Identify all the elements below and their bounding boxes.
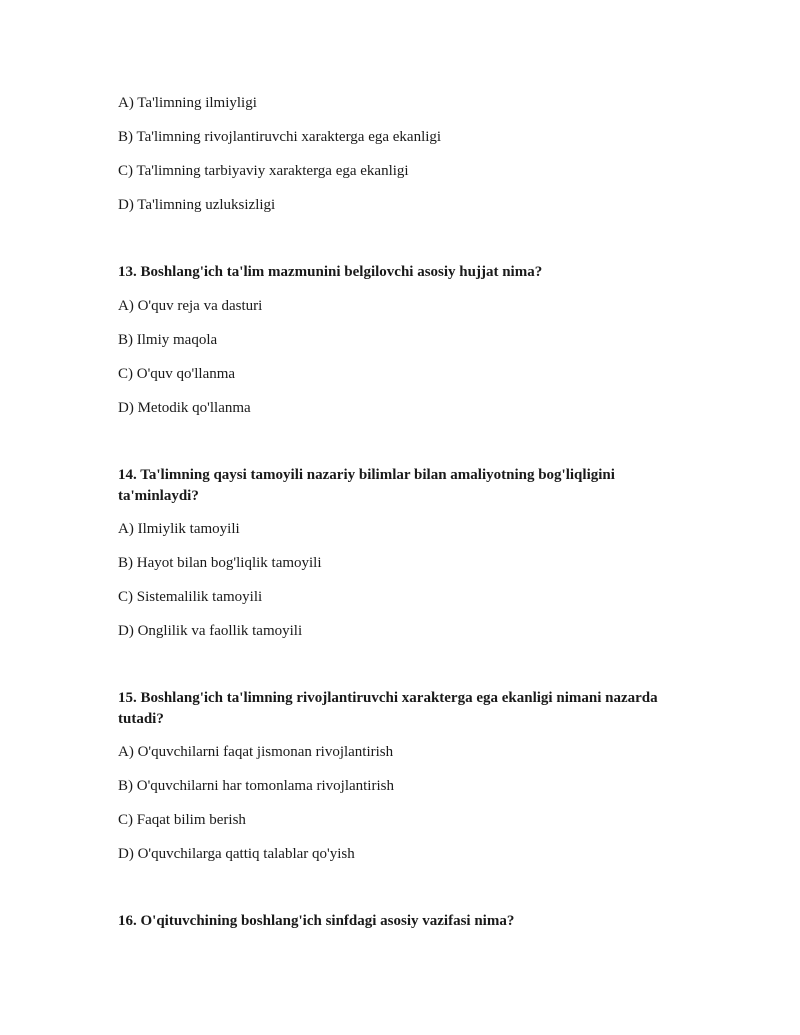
- q12-option-d: D) Ta'limning uzluksizligi: [118, 197, 276, 213]
- q14-option-b: B) Hayot bilan bog'liqlik tamoyili: [118, 555, 322, 571]
- q15-option-a: A) O'quvchilarni faqat jismonan rivojlantirish: [118, 744, 394, 760]
- q12-option-b: B) Ta'limning rivojlantiruvchi xarakterga ega ekanligi: [118, 129, 442, 145]
- q14-option-d: D) Onglilik va faollik tamoyili: [118, 623, 303, 639]
- q13-option-c: C) O'quv qo'llanma: [118, 366, 236, 382]
- q16-question: 16. O'qituvchining boshlang'ich sinfdagi asosiy vazifasi nima?: [118, 913, 515, 929]
- q15-question-line1: 15. Boshlang'ich ta'limning rivojlantiruvchi xarakterga ega ekanligi nimani nazarda: [118, 690, 658, 706]
- q12-option-a: A) Ta'limning ilmiyligi: [118, 95, 257, 111]
- q14-question-line1: 14. Ta'limning qaysi tamoyili nazariy bilimlar bilan amaliyotning bog'liqligini: [118, 467, 615, 483]
- q15-option-c: C) Faqat bilim berish: [118, 812, 246, 828]
- q15-option-b: B) O'quvchilarni har tomonlama rivojlantirish: [118, 778, 394, 794]
- q13-option-a: A) O'quv reja va dasturi: [118, 298, 263, 314]
- q14-option-c: C) Sistemalilik tamoyili: [118, 589, 263, 605]
- q13-option-d: D) Metodik qo'llanma: [118, 400, 251, 416]
- q12-option-c: C) Ta'limning tarbiyaviy xarakterga ega ekanligi: [118, 163, 409, 179]
- q14-option-a: A) Ilmiylik tamoyili: [118, 521, 240, 537]
- q15-option-d: D) O'quvchilarga qattiq talablar qo'yish: [118, 846, 355, 862]
- q15-question-line2: tutadi?: [118, 711, 164, 727]
- q13-option-b: B) Ilmiy maqola: [118, 332, 218, 348]
- q14-question-line2: ta'minlaydi?: [118, 488, 199, 504]
- q13-question: 13. Boshlang'ich ta'lim mazmunini belgilovchi asosiy hujjat nima?: [118, 264, 543, 280]
